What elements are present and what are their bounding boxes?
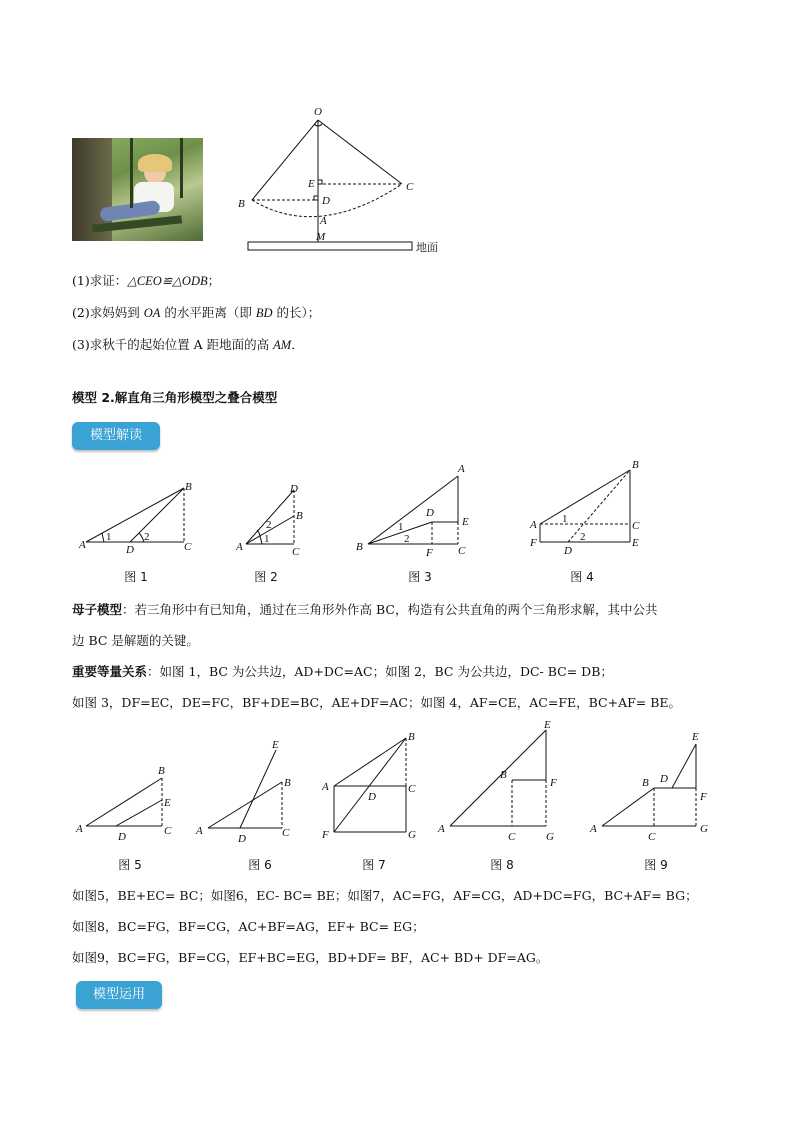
svg-text:G: G xyxy=(546,831,554,843)
swing-photo xyxy=(72,138,203,241)
svg-text:F: F xyxy=(700,791,707,803)
svg-text:B: B xyxy=(296,510,303,522)
svg-text:G: G xyxy=(408,829,416,841)
svg-text:D: D xyxy=(660,773,668,785)
caption-fig8: 图 8 xyxy=(490,858,514,872)
svg-text:C: C xyxy=(632,520,640,532)
caption-fig4: 图 4 xyxy=(570,570,594,584)
ground-label: 地面 xyxy=(416,241,438,254)
svg-text:D: D xyxy=(564,545,572,557)
svg-text:2: 2 xyxy=(144,531,150,543)
caption-fig3: 图 3 xyxy=(408,570,432,584)
svg-text:D: D xyxy=(126,544,134,556)
svg-text:B: B xyxy=(284,777,291,789)
svg-text:G: G xyxy=(700,823,708,835)
label-M: M xyxy=(316,231,326,243)
svg-text:C: C xyxy=(184,541,192,553)
label-A: A xyxy=(320,215,327,227)
svg-text:E: E xyxy=(462,516,469,528)
svg-text:B: B xyxy=(356,541,363,553)
svg-text:2: 2 xyxy=(404,533,410,545)
svg-text:A: A xyxy=(236,541,243,553)
svg-text:E: E xyxy=(692,731,699,743)
figure-4 xyxy=(526,458,646,560)
svg-text:A: A xyxy=(322,781,329,793)
svg-text:A: A xyxy=(196,825,203,837)
svg-text:C: C xyxy=(408,783,416,795)
key-relations-line1: 重要等量关系：如图 1，BC 为公共边，AD+DC=AC；如图 2，BC 为公共边，DC- BC= DB； xyxy=(72,664,613,679)
relations-line3: 如图5，BE+EC= BC；如图6，EC- BC= BE；如图7，AC=FG，AF=CG，AD+DC=FG，BC+AF= BG； xyxy=(72,888,698,903)
model-use-badge: 模型运用 xyxy=(76,981,162,1009)
svg-text:C: C xyxy=(508,831,516,843)
svg-text:D: D xyxy=(238,833,246,845)
svg-text:A: A xyxy=(438,823,445,835)
label-B: B xyxy=(238,198,245,210)
svg-text:C: C xyxy=(648,831,656,843)
svg-text:2: 2 xyxy=(266,519,272,531)
svg-text:1: 1 xyxy=(398,521,404,533)
svg-text:F: F xyxy=(530,537,537,549)
svg-text:B: B xyxy=(500,769,507,781)
svg-text:F: F xyxy=(550,777,557,789)
svg-text:F: F xyxy=(322,829,329,841)
svg-text:C: C xyxy=(458,545,466,557)
caption-fig6: 图 6 xyxy=(248,858,272,872)
svg-text:A: A xyxy=(458,463,465,475)
caption-fig1: 图 1 xyxy=(124,570,148,584)
mother-model-line2: 边 BC 是解题的关键。 xyxy=(72,633,199,648)
figure-8 xyxy=(436,718,566,846)
caption-fig5: 图 5 xyxy=(118,858,142,872)
figure-3 xyxy=(354,458,474,560)
svg-text:E: E xyxy=(544,719,551,731)
svg-text:A: A xyxy=(590,823,597,835)
svg-text:E: E xyxy=(632,537,639,549)
svg-text:E: E xyxy=(272,739,279,751)
svg-text:D: D xyxy=(426,507,434,519)
caption-fig7: 图 7 xyxy=(362,858,386,872)
svg-text:B: B xyxy=(408,731,415,743)
model-read-badge: 模型解读 xyxy=(72,422,160,450)
svg-text:A: A xyxy=(76,823,83,835)
svg-text:1: 1 xyxy=(264,533,270,545)
label-O: O xyxy=(314,106,322,118)
svg-text:A: A xyxy=(530,519,537,531)
mother-model-line1: 母子模型：若三角形中有已知角，通过在三角形外作高 BC，构造有公共直角的两个三角形求解，其中公共 xyxy=(72,602,658,617)
svg-text:F: F xyxy=(426,547,433,559)
svg-text:A: A xyxy=(79,539,86,551)
svg-text:B: B xyxy=(642,777,649,789)
svg-text:1: 1 xyxy=(106,531,112,543)
swing-diagram xyxy=(230,100,460,258)
svg-text:C: C xyxy=(292,546,300,558)
figure-1 xyxy=(76,476,196,556)
relations-line4: 如图8，BC=FG，BF=CG，AC+BF=AG，EF+ BC= EG； xyxy=(72,919,425,934)
caption-fig9: 图 9 xyxy=(644,858,668,872)
caption-fig2: 图 2 xyxy=(254,570,278,584)
svg-text:C: C xyxy=(282,827,290,839)
svg-text:2: 2 xyxy=(580,531,586,543)
question-2: (2)求妈妈到 OA 的水平距离（即 BD 的长）； xyxy=(72,305,321,320)
svg-text:B: B xyxy=(185,481,192,493)
figure-6 xyxy=(194,734,306,846)
svg-text:C: C xyxy=(164,825,172,837)
section-title: 模型 2.解直角三角形模型之叠合模型 xyxy=(72,390,278,405)
label-E: E xyxy=(308,178,315,190)
relations-line5: 如图9，BC=FG，BF=CG，EF+BC=EG，BD+DF= BF，AC+ BD+ DF=AG。 xyxy=(72,950,549,965)
figure-7 xyxy=(316,728,428,844)
figure-9 xyxy=(588,724,718,846)
svg-text:B: B xyxy=(158,765,165,777)
svg-text:D: D xyxy=(290,483,298,495)
figure-5 xyxy=(72,758,184,848)
svg-text:B: B xyxy=(632,459,639,471)
question-1: (1)求证：△CEO≌△ODB； xyxy=(72,273,221,288)
label-C: C xyxy=(406,181,414,193)
label-D: D xyxy=(322,195,330,207)
svg-text:D: D xyxy=(118,831,126,843)
figure-2 xyxy=(236,478,316,558)
key-relations-line2: 如图 3，DF=EC，DE=FC，BF+DE=BC，AE+DF=AC；如图 4，AF=CE，AC=FE，BC+AF= BE。 xyxy=(72,695,682,710)
svg-text:D: D xyxy=(368,791,376,803)
question-3: (3)求秋千的起始位置 A 距地面的高 AM． xyxy=(72,337,304,352)
svg-text:1: 1 xyxy=(562,513,568,525)
svg-text:E: E xyxy=(164,797,171,809)
